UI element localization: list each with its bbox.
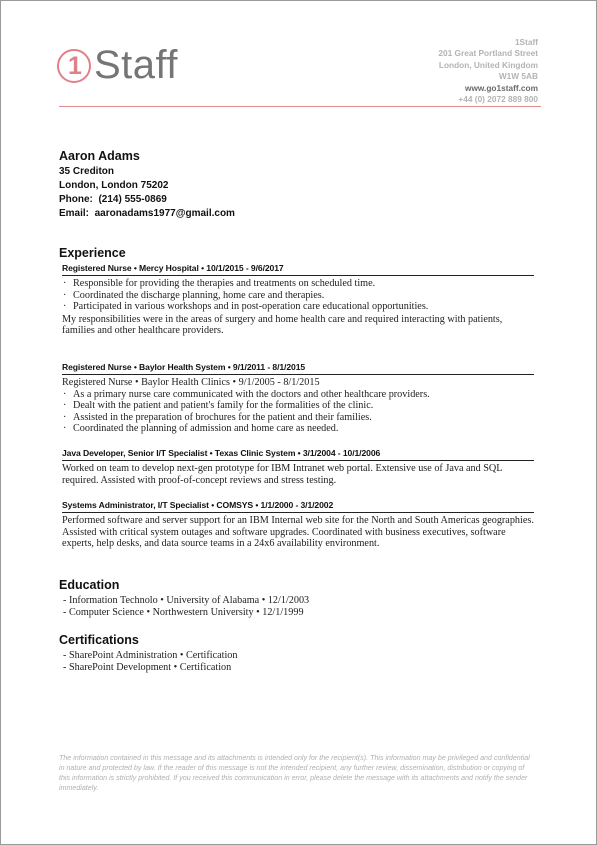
job-entry (62, 263, 534, 337)
company-phone: +44 (0) 2072 889 800 (458, 94, 538, 105)
list-item: · Dealt with the patient and patient's family for the formalities of the clinic. (62, 400, 534, 412)
company-name: 1Staff (514, 37, 538, 47)
email-line (59, 207, 235, 221)
job-heading: Java Developer, Senior I/T Specialist • Texas Clinic System • 3/1/2004 - 10/1/2006 (62, 448, 534, 461)
job-description: Worked on team to develop next-gen prototype for IBM Intranet web portal. Extensive use of Java and SQL required. Assisted with proof-of-concept reviews and stress testing. (62, 463, 503, 486)
certifications-heading: Certifications (59, 633, 139, 647)
company-city: London, United Kingdom (438, 59, 538, 70)
job-entry (62, 448, 534, 486)
list-item: · Participated in various workshops and in post-operation care educational opportunities. (62, 301, 534, 313)
job-heading: Systems Administrator, I/T Specialist • COMSYS • 1/1/2000 - 3/1/2002 (62, 500, 534, 513)
phone-number: (214) 555-0869 (98, 194, 167, 205)
company-website[interactable]: www.go1staff.com (465, 82, 538, 93)
list-item: - SharePoint Development • Certification (63, 661, 232, 673)
phone-line (59, 193, 235, 207)
email-label: Email: (59, 208, 90, 219)
email-address[interactable]: aaronadams1977@gmail.com (94, 208, 235, 219)
education-list (63, 595, 309, 618)
job-heading: Registered Nurse • Baylor Health System • 9/1/2011 - 8/1/2015 (62, 362, 534, 375)
address-line-2: London, London 75202 (59, 180, 169, 191)
list-item: · Responsible for providing the therapies and treatments on scheduled time. (62, 278, 534, 290)
company-postcode: W1W 5AB (498, 71, 538, 82)
confidentiality-disclaimer: The information contained in this message and its attachments is intended only for the recipient(s). This information may be privileged and confidential in nature and protected by law. If the reader of this message is not the intended recipient, any further review, dissemination, distribution or copying of this information is strictly prohibited. If you received this communication in error, please delete the message with its attachments and notify the sender immediately. (59, 754, 530, 792)
job-intro: Registered Nurse • Baylor Health Clinics • 9/1/2005 - 8/1/2015 (62, 377, 320, 388)
list-item: · Coordinated the planning of admission and home care as needed. (62, 423, 534, 435)
candidate-name: Aaron Adams (59, 149, 140, 163)
header-divider (59, 106, 541, 107)
list-item: · Coordinated the discharge planning, home care and therapies. (62, 290, 534, 302)
job-entry (62, 362, 534, 435)
logo-word: Staff (94, 43, 179, 87)
job-heading: Registered Nurse • Mercy Hospital • 10/1/2015 - 9/6/2017 (62, 263, 534, 276)
address-line-1: 35 Crediton (59, 166, 115, 177)
job-entry (62, 500, 534, 550)
list-item: · As a primary nurse care communicated with the doctors and other healthcare providers. (62, 389, 534, 401)
list-item: - Computer Science • Northwestern University • 12/1/1999 (63, 606, 304, 618)
list-item: · Assisted in the preparation of brochures for the patient and their families. (62, 412, 534, 424)
phone-label: Phone: (59, 194, 93, 205)
job-description: Performed software and server support for an IBM Internal web site for the North and South Americas geographies. Assisted with critical system outages and software upgrades. Coordinated with business executives, software experts, help desks, and data source teams in a 24x6 availability environment. (62, 515, 534, 550)
experience-heading: Experience (59, 246, 126, 260)
list-item: - SharePoint Administration • Certification (63, 650, 238, 661)
certifications-list (63, 650, 237, 673)
job-bullets (62, 389, 534, 435)
company-address (438, 37, 538, 105)
logo-number: 1 (68, 52, 82, 80)
job-bullets (62, 278, 534, 313)
company-street: 201 Great Portland Street (438, 48, 538, 59)
list-item: - Information Technolo • University of Alabama • 12/1/2003 (63, 595, 310, 606)
job-description: My responsibilities were in the areas of surgery and home health care and required interacting with patients, families and other healthcare providers. (62, 313, 503, 337)
contact-block (59, 149, 235, 221)
education-heading: Education (59, 578, 120, 592)
